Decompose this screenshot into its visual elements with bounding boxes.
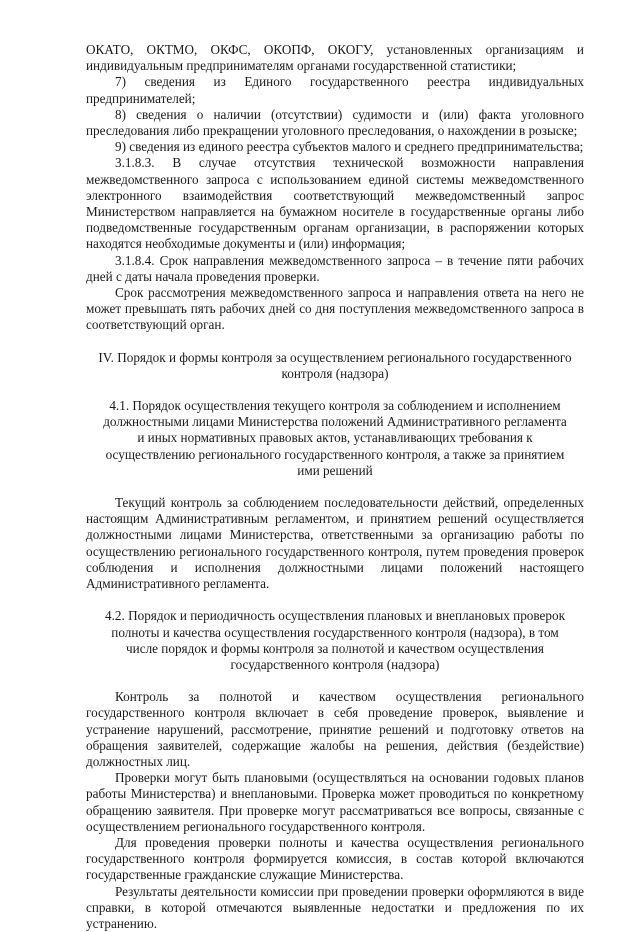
paragraph-quality-control: Контроль за полнотой и качеством осуществления регионального государственного контроля включает в себя проведение проверок, выявление и устранение нарушений, рассмотрение, принятие решений и подготовку ответов на обращения заявителей, содержащие жалобы на решения, действия (бездействие) должностных лиц. xyxy=(86,689,584,769)
paragraph-commission: Для проведения проверки полноты и качества осуществления регионального государственного контроля формируется комиссия, в состав которой включаются государственные гражданские служащие Министерства. xyxy=(86,834,584,883)
paragraph-response-term: Срок рассмотрения межведомственного запроса и направления ответа на него не может превышать пять рабочих дней со дня поступления межведомственного запроса в соответствующий орган. xyxy=(86,285,584,333)
section-4-heading: IV. Порядок и формы контроля за осуществлением регионального государственного контроля (надзора) xyxy=(98,349,572,381)
spacer xyxy=(86,479,584,495)
paragraph-item-9: 9) сведения из единого реестра субъектов малого и среднего предпринимательства; xyxy=(115,139,584,155)
spacer xyxy=(86,592,584,608)
paragraph-results: Результаты деятельности комиссии при проведении проверки оформляются в виде справки, в которой отмечаются выявленные недостатки и предложения по их устранению. xyxy=(86,883,584,931)
paragraph-item-7: 7) сведения из Единого государственного реестра индивидуальных предпринимателей; xyxy=(86,74,584,106)
subsection-4-2-heading: 4.2. Порядок и периодичность осуществления плановых и внеплановых проверок полноты и качества осуществления государственного контроля (надзора), в том числе порядок и формы контроля за полнотой и качеством осуществления государственного контроля (надзора) xyxy=(105,608,565,672)
subsection-4-1-heading: 4.1. Порядок осуществления текущего контроля за соблюдением и исполнением должностными лицами Министерства положений Административного регламента и иных нормативных правовых актов, устанавливающих требования к осуществлению регионального государственного контроля, а также за принятием ими решений xyxy=(103,398,567,478)
paragraph-checks: Проверки могут быть плановыми (осуществляться на основании годовых планов работы Министерства) и внеплановыми. Проверка может проводиться по конкретному обращению заявителя. При проверке могут рассматриваться все вопросы, связанные с осуществлением регионального государственного контроля. xyxy=(86,770,584,834)
paragraph-3-1-8-3: 3.1.8.3. В случае отсутствия технической возможности направления межведомственного запроса с использованием единой системы межведомственного электронного взаимодействия соответствующий межведомственный запрос Министерством направляется на бумажном носителе в государственные органы либо подведомственные государственным органам организации, в распоряжении которых находятся необходимые документы и (или) информация; xyxy=(86,155,584,252)
paragraph-codes: ОКАТО, ОКТМО, ОКФС, ОКОПФ, ОКОГУ, установленных организациям и индивидуальным предпринимателям органами государственной статистики; xyxy=(86,42,584,74)
spacer xyxy=(86,382,584,398)
paragraph-3-1-8-4: 3.1.8.4. Срок направления межведомственного запроса – в течение пяти рабочих дней с даты начала проведения проверки. xyxy=(86,252,584,284)
spacer xyxy=(86,673,584,689)
spacer xyxy=(86,334,584,350)
paragraph-current-control: Текущий контроль за соблюдением последовательности действий, определенных настоящим Административным регламентом, и принятием решений осуществляется должностными лицами Министерства, ответственными за организацию работы по осуществлению регионального государственного контроля, путем проведения проверок соблюдения и исполнения должностными лицами положений настоящего Административного регламента. xyxy=(86,495,584,592)
paragraph-item-8: 8) сведения о наличии (отсутствии) судимости и (или) факта уголовного преследования либо прекращении уголовного преследования, о нахождении в розыске; xyxy=(86,106,584,139)
